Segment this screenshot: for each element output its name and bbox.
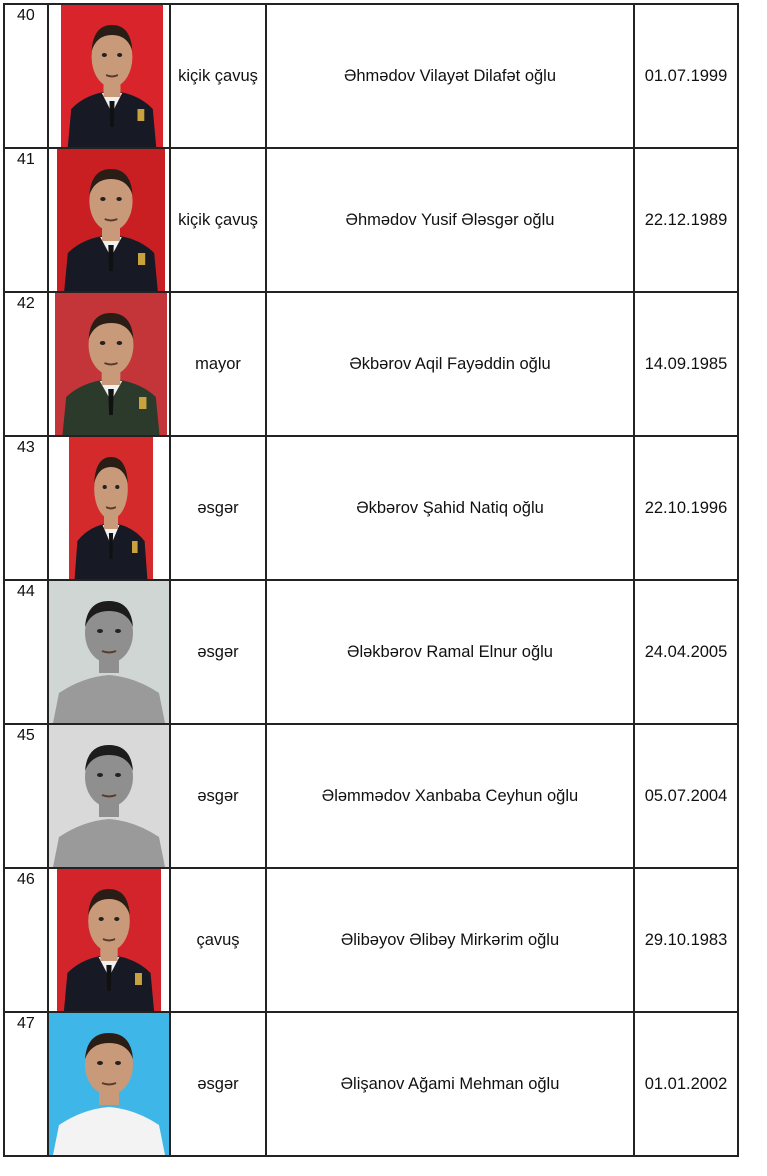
- portrait-photo: [55, 293, 167, 435]
- rank-cell: əsgər: [170, 580, 266, 724]
- rank-cell: mayor: [170, 292, 266, 436]
- portrait-photo: [61, 5, 163, 147]
- rank-cell: əsgər: [170, 436, 266, 580]
- full-name-cell: Əlişanov Ağami Mehman oğlu: [266, 1012, 634, 1156]
- date-cell: 05.07.2004: [634, 724, 738, 868]
- date-cell: 22.12.1989: [634, 148, 738, 292]
- row-number: 43: [4, 436, 48, 580]
- table-row: [4, 292, 738, 436]
- date-cell: 29.10.1983: [634, 868, 738, 1012]
- date-cell: 01.07.1999: [634, 4, 738, 148]
- photo-cell: [48, 148, 170, 292]
- date-cell: 01.01.2002: [634, 1012, 738, 1156]
- portrait-photo: [49, 581, 169, 723]
- date-cell: 22.10.1996: [634, 436, 738, 580]
- date-cell: 24.04.2005: [634, 580, 738, 724]
- row-number: 42: [4, 292, 48, 436]
- full-name-cell: Əkbərov Aqil Fayəddin oğlu: [266, 292, 634, 436]
- full-name-cell: Ələmmədov Xanbaba Ceyhun oğlu: [266, 724, 634, 868]
- row-number: 44: [4, 580, 48, 724]
- full-name-cell: Əlibəyov Əlibəy Mirkərim oğlu: [266, 868, 634, 1012]
- photo-cell: [48, 724, 170, 868]
- date-cell: 14.09.1985: [634, 292, 738, 436]
- rank-cell: çavuş: [170, 868, 266, 1012]
- full-name-cell: Ələkbərov Ramal Elnur oğlu: [266, 580, 634, 724]
- table-row: [4, 580, 738, 724]
- table-row: [4, 436, 738, 580]
- photo-cell: [48, 1012, 170, 1156]
- table-row: [4, 4, 738, 148]
- photo-cell: [48, 868, 170, 1012]
- portrait-photo: [69, 437, 153, 579]
- portrait-photo: [57, 869, 161, 1011]
- rank-cell: əsgər: [170, 1012, 266, 1156]
- row-number: 45: [4, 724, 48, 868]
- personnel-table: [3, 3, 739, 1157]
- portrait-photo: [49, 725, 169, 867]
- photo-cell: [48, 580, 170, 724]
- full-name-cell: Əhmədov Vilayət Dilafət oğlu: [266, 4, 634, 148]
- photo-cell: [48, 4, 170, 148]
- portrait-photo: [57, 149, 165, 291]
- row-number: 46: [4, 868, 48, 1012]
- table-row: [4, 148, 738, 292]
- rank-cell: kiçik çavuş: [170, 4, 266, 148]
- row-number: 40: [4, 4, 48, 148]
- photo-cell: [48, 436, 170, 580]
- photo-cell: [48, 292, 170, 436]
- table-row: [4, 724, 738, 868]
- row-number: 41: [4, 148, 48, 292]
- full-name-cell: Əhmədov Yusif Ələsgər oğlu: [266, 148, 634, 292]
- table-row: [4, 1012, 738, 1156]
- rank-cell: əsgər: [170, 724, 266, 868]
- table-row: [4, 868, 738, 1012]
- portrait-photo: [49, 1013, 169, 1155]
- rank-cell: kiçik çavuş: [170, 148, 266, 292]
- full-name-cell: Əkbərov Şahid Natiq oğlu: [266, 436, 634, 580]
- row-number: 47: [4, 1012, 48, 1156]
